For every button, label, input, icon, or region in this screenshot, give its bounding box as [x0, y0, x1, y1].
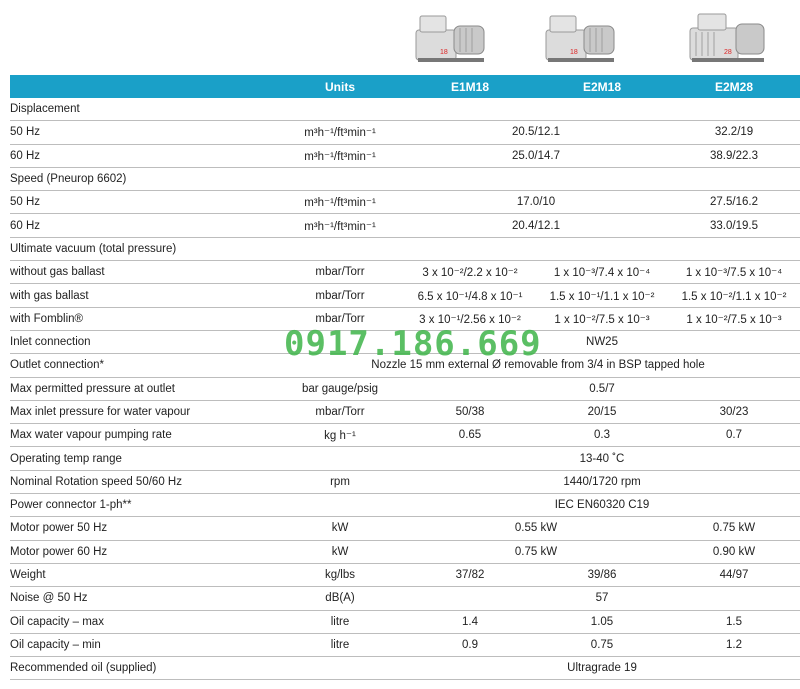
row-units: rpm: [276, 470, 404, 493]
table-row: [10, 191, 800, 214]
row-label: Max permitted pressure at outlet: [10, 377, 276, 400]
row-units: [276, 494, 404, 517]
table-row: [10, 237, 800, 260]
value-cell: Ultragrade 19: [404, 657, 800, 680]
value-cell: 1.5 x 10⁻¹/1.1 x 10⁻²: [536, 284, 668, 307]
value-cell: 0.75 kW: [404, 540, 668, 563]
row-units: m³h⁻¹/ft³min⁻¹: [276, 121, 404, 144]
pump-badge: 28: [724, 49, 732, 56]
value-cell: 0.55 kW: [404, 517, 668, 540]
row-label: Outlet connection*: [10, 354, 276, 377]
value-cell: 57: [404, 587, 800, 610]
value-cell: 1.05: [536, 610, 668, 633]
empty-cell: [404, 237, 800, 260]
table-row: [10, 470, 800, 493]
value-cell: 20/15: [536, 400, 668, 423]
row-units: dB(A): [276, 587, 404, 610]
pump-image-e2m28: [688, 10, 768, 66]
row-units: litre: [276, 633, 404, 656]
value-cell: 32.2/19: [668, 121, 800, 144]
header-model-e2m28: E2M28: [668, 75, 800, 98]
table-row: [10, 494, 800, 517]
row-label: Motor power 50 Hz: [10, 517, 276, 540]
table-row: [10, 587, 800, 610]
row-label: Motor power 60 Hz: [10, 540, 276, 563]
value-cell: 44/97: [668, 563, 800, 586]
row-label: Nominal Rotation speed 50/60 Hz: [10, 470, 276, 493]
table-row: [10, 307, 800, 330]
value-cell: 1 x 10⁻²/7.5 x 10⁻³: [536, 307, 668, 330]
row-label: 50 Hz: [10, 191, 276, 214]
value-cell: 1.4: [404, 610, 536, 633]
pump-badge: 18: [440, 49, 448, 56]
table-row: [10, 98, 800, 121]
table-row: [10, 144, 800, 167]
row-units: [276, 447, 404, 470]
row-units: [276, 167, 404, 190]
row-units: mbar/Torr: [276, 261, 404, 284]
table-row: [10, 284, 800, 307]
table-row: [10, 424, 800, 447]
table-row: [10, 330, 800, 353]
row-units: m³h⁻¹/ft³min⁻¹: [276, 144, 404, 167]
row-label: Noise @ 50 Hz: [10, 587, 276, 610]
value-cell: 39/86: [536, 563, 668, 586]
row-label: Max inlet pressure for water vapour: [10, 400, 276, 423]
value-cell: 20.4/12.1: [404, 214, 668, 237]
pump-image-e1m18: [410, 10, 490, 66]
phone-watermark: 0917.186.669: [284, 324, 542, 364]
header-blank: [10, 75, 276, 98]
row-units: kg/lbs: [276, 563, 404, 586]
value-cell: IEC EN60320 C19: [404, 494, 800, 517]
value-cell: 0.9: [404, 633, 536, 656]
row-units: mbar/Torr: [276, 400, 404, 423]
header-units: Units: [276, 75, 404, 98]
row-units: bar gauge/psig: [276, 377, 404, 400]
row-units: mbar/Torr: [276, 284, 404, 307]
value-cell: 0.75: [536, 633, 668, 656]
table-row: [10, 610, 800, 633]
value-cell: 1.5: [668, 610, 800, 633]
value-cell: 1.2: [668, 633, 800, 656]
value-cell: 0.7: [668, 424, 800, 447]
row-label: Displacement: [10, 98, 276, 121]
row-units: [276, 237, 404, 260]
row-label: Inlet connection: [10, 330, 276, 353]
value-cell: 6.5 x 10⁻¹/4.8 x 10⁻¹: [404, 284, 536, 307]
row-units: kW: [276, 517, 404, 540]
row-label: Speed (Pneurop 6602): [10, 167, 276, 190]
table-row: [10, 261, 800, 284]
row-label: with gas ballast: [10, 284, 276, 307]
value-cell: 3 x 10⁻²/2.2 x 10⁻²: [404, 261, 536, 284]
pump-image-e2m18: [540, 10, 620, 66]
value-cell: 0.5/7: [404, 377, 800, 400]
table-row: [10, 540, 800, 563]
header-model-e2m18: E2M18: [536, 75, 668, 98]
row-units: mbar/Torr: [276, 307, 404, 330]
row-label: 50 Hz: [10, 121, 276, 144]
value-cell: 1 x 10⁻³/7.4 x 10⁻⁴: [536, 261, 668, 284]
row-units: m³h⁻¹/ft³min⁻¹: [276, 191, 404, 214]
table-row: [10, 121, 800, 144]
row-units: [276, 657, 404, 680]
row-label: Weight: [10, 563, 276, 586]
product-images: [0, 0, 800, 75]
table-row: [10, 633, 800, 656]
value-cell: 30/23: [668, 400, 800, 423]
row-units: m³h⁻¹/ft³min⁻¹: [276, 214, 404, 237]
value-cell: 50/38: [404, 400, 536, 423]
row-label: with Fomblin®: [10, 307, 276, 330]
row-units: kW: [276, 540, 404, 563]
value-cell: 0.90 kW: [668, 540, 800, 563]
value-cell: 20.5/12.1: [404, 121, 668, 144]
value-cell: 1 x 10⁻²/7.5 x 10⁻³: [668, 307, 800, 330]
value-cell: 17.0/10: [404, 191, 668, 214]
row-label: Operating temp range: [10, 447, 276, 470]
value-cell: 0.3: [536, 424, 668, 447]
row-label: Power connector 1-ph**: [10, 494, 276, 517]
row-units: [276, 330, 404, 353]
table-row: [10, 354, 800, 377]
table-row: [10, 657, 800, 680]
spec-table-body: [10, 98, 800, 680]
value-cell: 0.65: [404, 424, 536, 447]
pump-badge: 18: [570, 49, 578, 56]
value-cell: 37/82: [404, 563, 536, 586]
value-cell: 0.75 kW: [668, 517, 800, 540]
table-row: [10, 447, 800, 470]
value-cell: 1.5 x 10⁻²/1.1 x 10⁻²: [668, 284, 800, 307]
empty-cell: [404, 167, 800, 190]
table-row: [10, 517, 800, 540]
value-cell: 25.0/14.7: [404, 144, 668, 167]
table-row: [10, 563, 800, 586]
row-label: 60 Hz: [10, 144, 276, 167]
table-row: [10, 167, 800, 190]
row-label: Oil capacity – max: [10, 610, 276, 633]
table-row: [10, 214, 800, 237]
row-units: [276, 98, 404, 121]
value-cell: Nozzle 15 mm external Ø removable from 3/4 in BSP tapped hole: [276, 354, 800, 377]
row-label: 60 Hz: [10, 214, 276, 237]
spec-table: [10, 75, 800, 680]
table-row: [10, 400, 800, 423]
value-cell: NW25: [404, 330, 800, 353]
table-header-row: [10, 75, 800, 98]
row-label: without gas ballast: [10, 261, 276, 284]
value-cell: 27.5/16.2: [668, 191, 800, 214]
row-units: kg h⁻¹: [276, 424, 404, 447]
table-row: [10, 377, 800, 400]
value-cell: 38.9/22.3: [668, 144, 800, 167]
value-cell: 3 x 10⁻¹/2.56 x 10⁻²: [404, 307, 536, 330]
value-cell: 1 x 10⁻³/7.5 x 10⁻⁴: [668, 261, 800, 284]
value-cell: 33.0/19.5: [668, 214, 800, 237]
value-cell: 1440/1720 rpm: [404, 470, 800, 493]
empty-cell: [404, 98, 800, 121]
value-cell: 13-40 ˚C: [404, 447, 800, 470]
row-label: Oil capacity – min: [10, 633, 276, 656]
row-label: Max water vapour pumping rate: [10, 424, 276, 447]
header-model-e1m18: E1M18: [404, 75, 536, 98]
row-label: Recommended oil (supplied): [10, 657, 276, 680]
row-units: litre: [276, 610, 404, 633]
row-label: Ultimate vacuum (total pressure): [10, 237, 276, 260]
